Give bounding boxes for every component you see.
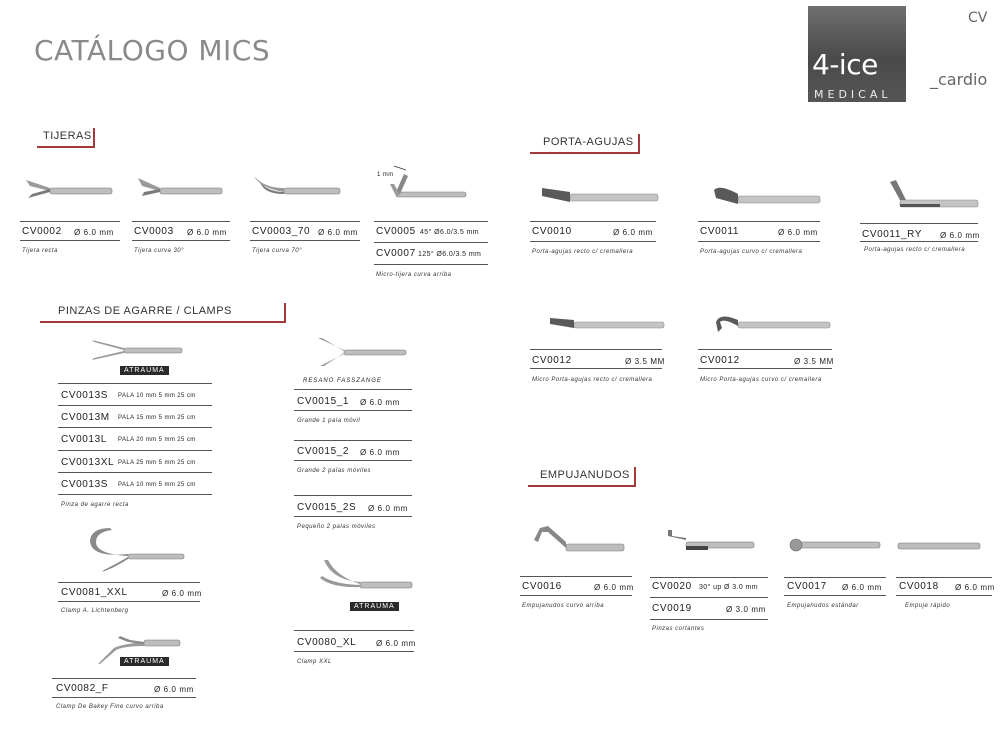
divider bbox=[58, 582, 200, 583]
product-code-2: CV0007 bbox=[376, 248, 416, 259]
product-code: CV0015_1 bbox=[297, 396, 350, 407]
divider bbox=[784, 595, 886, 596]
product-diameter: Ø 6.0 mm bbox=[955, 583, 995, 592]
divider bbox=[294, 440, 412, 441]
product-code: CV0013XL bbox=[61, 457, 115, 468]
product-description: Grande 2 palas móviles bbox=[297, 468, 372, 474]
divider bbox=[58, 427, 212, 428]
needle-holder-straight-image bbox=[530, 180, 658, 214]
section-pinzas-title: PINZAS DE AGARRE / CLAMPS bbox=[58, 305, 232, 317]
divider bbox=[698, 221, 820, 222]
product-diameter: Ø 6.0 mm bbox=[318, 228, 358, 237]
logo-sub-text: MEDICAL bbox=[814, 88, 892, 101]
divider bbox=[530, 349, 662, 350]
product-code: CV0081_XXL bbox=[61, 587, 128, 598]
needle-holder-curved-image bbox=[700, 180, 820, 214]
divider bbox=[52, 678, 196, 679]
product-code: CV0013M bbox=[61, 412, 110, 423]
scissors-curved-70-image bbox=[250, 174, 340, 214]
product-description: Micro-tijera curva arriba bbox=[376, 272, 452, 278]
section-pinzas-underline bbox=[40, 321, 286, 323]
product-description: Empujanudos estándar bbox=[787, 603, 859, 609]
product-code: CV0080_XL bbox=[297, 637, 357, 648]
product-diameter: Ø 6.0 mm bbox=[360, 448, 400, 457]
product-spec: PALA 25 mm 5 mm 25 cm bbox=[118, 460, 196, 466]
product-code: CV0005 bbox=[376, 226, 416, 237]
resano-forceps-image bbox=[314, 336, 406, 366]
quick-push-image bbox=[898, 536, 980, 556]
logo bbox=[808, 6, 906, 102]
product-description: Empuje rápido bbox=[905, 603, 951, 609]
product-code: CV0082_F bbox=[56, 683, 109, 694]
divider bbox=[132, 221, 230, 222]
product-diameter: Ø 6.0 mm bbox=[778, 228, 818, 237]
product-code: CV0013S bbox=[61, 390, 109, 401]
section-porta-underline bbox=[530, 152, 640, 154]
product-diameter: Ø 6.0 mm bbox=[154, 685, 194, 694]
micro-needle-holder-curved-image bbox=[710, 308, 830, 342]
product-code: CV0013L bbox=[61, 434, 107, 445]
product-diameter: Ø 3.5 MM bbox=[625, 357, 665, 366]
section-tijeras-edge bbox=[93, 128, 95, 148]
product-code: CV0012 bbox=[532, 355, 572, 366]
product-description: Tijera curva 30° bbox=[134, 248, 185, 254]
logo-main-text: 4-ice bbox=[812, 48, 878, 81]
divider bbox=[650, 619, 768, 620]
section-empuja-underline bbox=[528, 485, 636, 487]
product-description: Pinza de agarre recta bbox=[61, 502, 129, 508]
product-code-2: CV0019 bbox=[652, 603, 692, 614]
divider bbox=[374, 264, 488, 265]
divider bbox=[294, 516, 412, 517]
section-tijeras-underline bbox=[37, 146, 95, 148]
product-code: CV0011_RY bbox=[862, 229, 923, 240]
product-diameter: 45° Ø6.0/3.5 mm bbox=[420, 229, 479, 236]
divider bbox=[896, 595, 992, 596]
section-porta-title: PORTA-AGUJAS bbox=[543, 136, 634, 148]
product-description: Porta-agujas recto c/ cremallera bbox=[532, 249, 634, 255]
section-empuja-title: EMPUJANUDOS bbox=[540, 469, 630, 481]
product-description: Clamp XXL bbox=[297, 659, 332, 665]
divider bbox=[896, 577, 992, 578]
knot-pusher-curved-image bbox=[526, 520, 624, 564]
divider bbox=[698, 241, 820, 242]
divider bbox=[294, 651, 414, 652]
product-diameter-2: Ø 3.0 mm bbox=[726, 605, 766, 614]
product-diameter: Ø 3.5 MM bbox=[794, 357, 834, 366]
product-code: CV0015_2S bbox=[297, 502, 357, 513]
product-description: Grande 1 pala móvil bbox=[297, 418, 361, 424]
corner-label: CV bbox=[968, 10, 988, 26]
scissors-curved-30-image bbox=[132, 174, 222, 214]
xl-clamp-image bbox=[316, 558, 412, 602]
divider bbox=[58, 450, 212, 451]
product-diameter: Ø 6.0 mm bbox=[940, 231, 980, 240]
product-spec: PALA 20 mm 5 mm 25 cm bbox=[118, 437, 196, 443]
product-diameter: Ø 6.0 mm bbox=[842, 583, 882, 592]
divider bbox=[294, 389, 412, 390]
product-description: Micro Porta-agujas curvo c/ cremallera bbox=[700, 377, 822, 383]
product-code: CV0011 bbox=[700, 226, 739, 237]
logo-tagline: _cardio bbox=[930, 70, 988, 89]
divider bbox=[250, 240, 360, 241]
needle-holder-ry-image bbox=[860, 176, 978, 216]
divider bbox=[784, 577, 886, 578]
product-description: Clamp De Bakey Fine curvo arriba bbox=[56, 704, 164, 710]
divider bbox=[530, 241, 656, 242]
product-diameter: Ø 6.0 mm bbox=[360, 398, 400, 407]
section-porta-edge bbox=[638, 134, 640, 154]
divider bbox=[58, 383, 212, 384]
product-spec: PALA 10 mm 5 mm 25 cm bbox=[118, 482, 196, 488]
product-diameter: Ø 6.0 mm bbox=[162, 589, 202, 598]
page-title: CATÁLOGO MICS bbox=[34, 34, 271, 67]
section-empuja-edge bbox=[634, 467, 636, 487]
lichtenberg-clamp-image bbox=[84, 524, 184, 574]
divider bbox=[520, 576, 632, 577]
divider bbox=[860, 223, 978, 224]
product-diameter: Ø 6.0 mm bbox=[187, 228, 227, 237]
divider bbox=[698, 368, 832, 369]
product-code: CV0017 bbox=[787, 581, 827, 592]
product-diameter: Ø 6.0 mm bbox=[74, 228, 114, 237]
product-description: Porta-agujas curvo c/ cremallera bbox=[700, 249, 803, 255]
divider bbox=[860, 241, 978, 242]
product-code: CV0020 bbox=[652, 581, 692, 592]
divider bbox=[650, 597, 768, 598]
divider bbox=[294, 495, 412, 496]
product-diameter: 30° up Ø 3.0 mm bbox=[699, 584, 758, 591]
atrauma-badge: ATRAUMA bbox=[120, 366, 169, 375]
product-code: CV0003_70 bbox=[252, 226, 311, 237]
product-code: CV0003 bbox=[134, 226, 174, 237]
product-code: CV0010 bbox=[532, 226, 572, 237]
product-diameter: Ø 6.0 mm bbox=[376, 639, 416, 648]
product-description: Empujanudos curvo arriba bbox=[522, 603, 605, 609]
atrauma-badge: ATRAUMA bbox=[120, 657, 169, 666]
divider bbox=[650, 577, 768, 578]
product-code: CV0013S bbox=[61, 479, 109, 490]
divider bbox=[58, 494, 212, 495]
divider bbox=[530, 368, 662, 369]
divider bbox=[294, 460, 412, 461]
product-diameter: Ø 6.0 mm bbox=[594, 583, 634, 592]
divider bbox=[58, 601, 200, 602]
product-code: CV0002 bbox=[22, 226, 62, 237]
scale-label: 1 mm bbox=[377, 172, 394, 178]
grasping-forceps-image bbox=[90, 336, 182, 366]
product-description: Clamp A. Lichtenberg bbox=[61, 608, 129, 614]
divider bbox=[374, 242, 488, 243]
section-pinzas-edge bbox=[284, 303, 286, 323]
product-description: Tijera recta bbox=[22, 248, 58, 254]
divider bbox=[132, 240, 230, 241]
product-code: CV0016 bbox=[522, 581, 562, 592]
divider bbox=[58, 405, 212, 406]
divider bbox=[520, 595, 632, 596]
product-description: Tijera curva 70° bbox=[252, 248, 303, 254]
product-description: Pinzas cortantes bbox=[652, 626, 705, 632]
divider bbox=[52, 697, 196, 698]
divider bbox=[374, 221, 488, 222]
product-code: CV0015_2 bbox=[297, 446, 350, 457]
product-description: Micro Porta-agujas recto c/ cremallera bbox=[532, 377, 653, 383]
product-diameter: Ø 6.0 mm bbox=[613, 228, 653, 237]
product-description: Porta-agujas recto c/ cremallera bbox=[864, 247, 966, 253]
divider bbox=[294, 630, 414, 631]
micro-needle-holder-straight-image bbox=[544, 310, 664, 340]
knot-pusher-standard-image bbox=[786, 532, 880, 558]
divider bbox=[250, 221, 360, 222]
divider bbox=[20, 221, 120, 222]
resano-label: RESANO FASSZANGE bbox=[303, 378, 382, 384]
section-tijeras-title: TIJERAS bbox=[43, 130, 92, 142]
divider bbox=[58, 472, 212, 473]
product-spec: PALA 15 mm 5 mm 25 cm bbox=[118, 415, 196, 421]
divider bbox=[294, 410, 412, 411]
atrauma-badge: ATRAUMA bbox=[350, 602, 399, 611]
product-description: Pequeño 2 palas móviles bbox=[297, 524, 376, 530]
product-spec: PALA 10 mm 5 mm 25 cm bbox=[118, 393, 196, 399]
divider bbox=[20, 240, 120, 241]
product-diameter-2: 125° Ø6.0/3.5 mm bbox=[418, 251, 482, 258]
product-code: CV0012 bbox=[700, 355, 740, 366]
product-diameter: Ø 6.0 mm bbox=[368, 504, 408, 513]
scissors-straight-image bbox=[22, 174, 112, 214]
divider bbox=[530, 221, 656, 222]
product-code: CV0018 bbox=[899, 581, 939, 592]
divider bbox=[698, 349, 832, 350]
cutting-forceps-image bbox=[660, 524, 754, 560]
